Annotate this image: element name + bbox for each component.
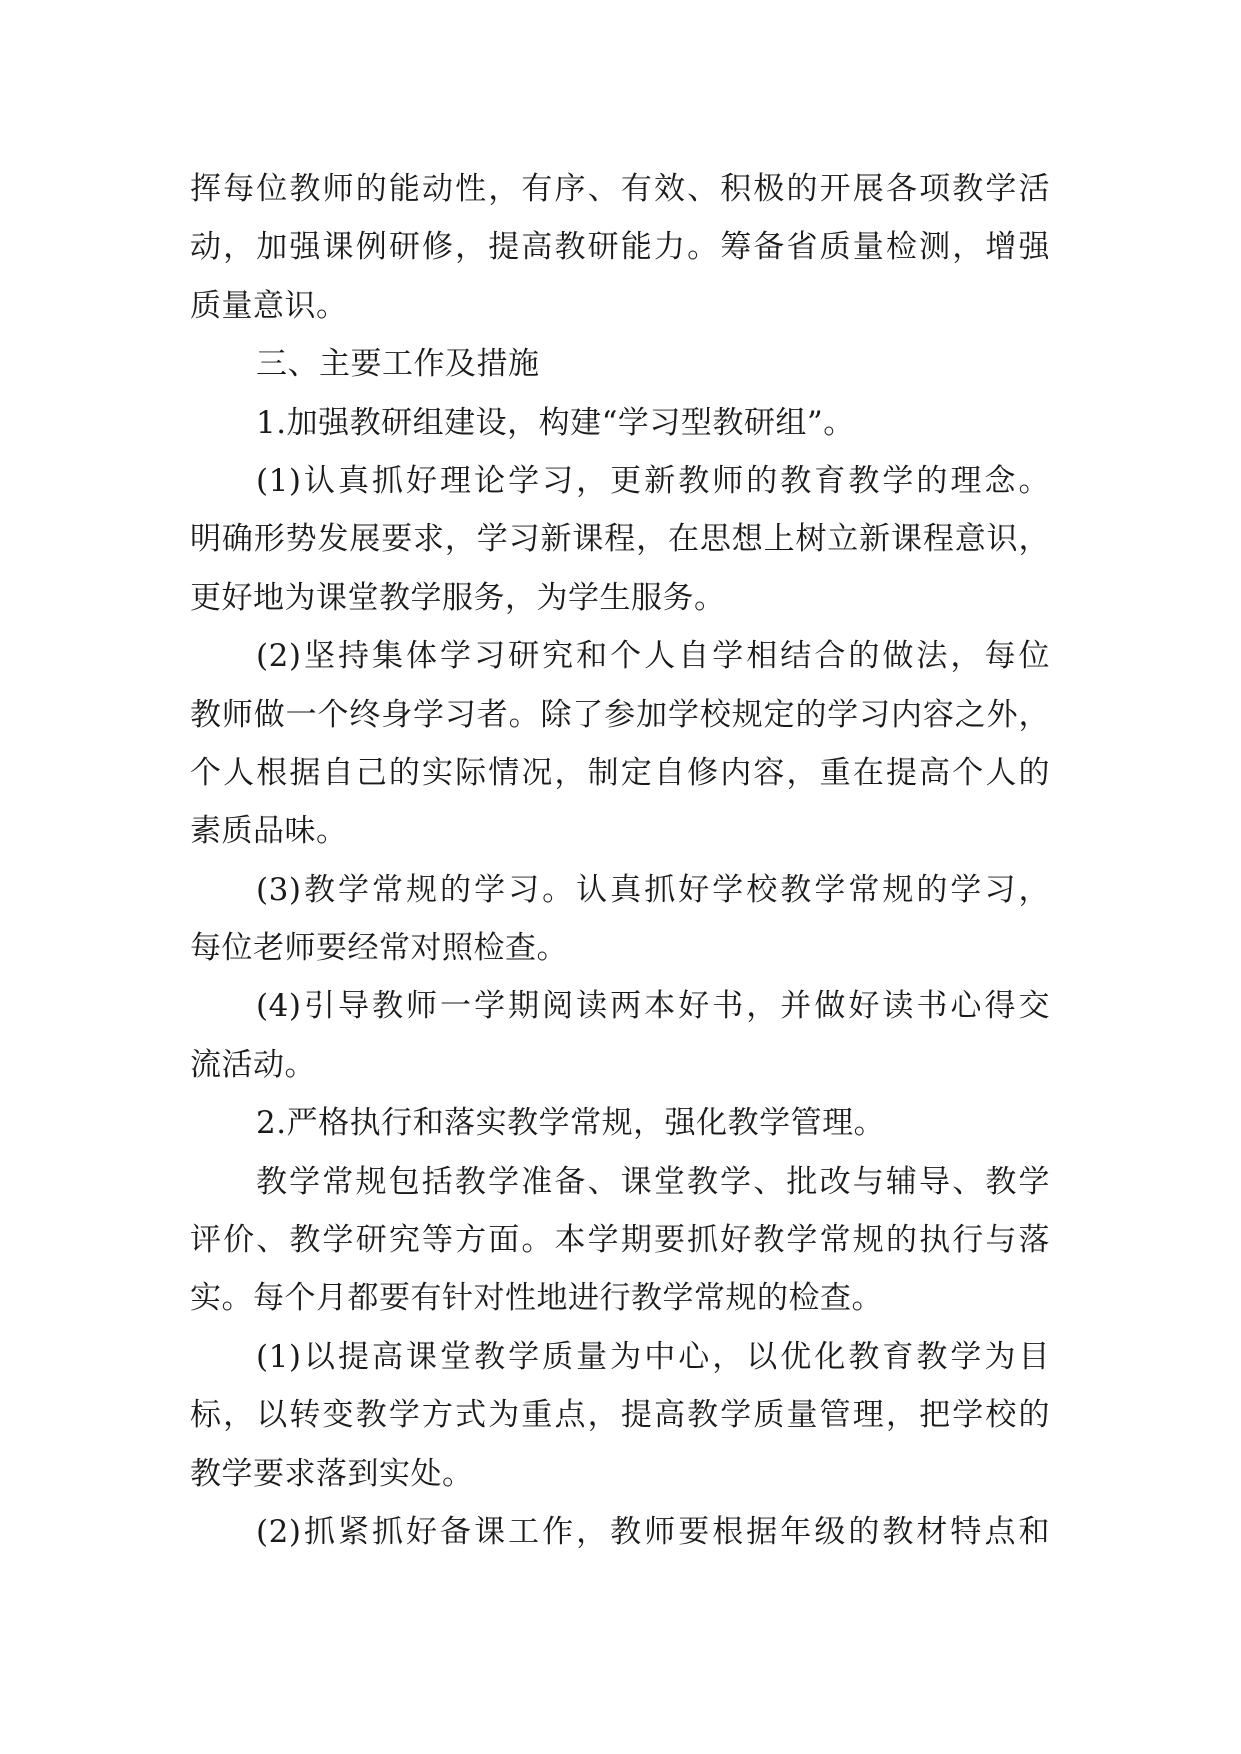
- text-line: (3)教学常规的学习。认真抓好学校教学常规的学习，: [256, 871, 1050, 908]
- text-line: 更好地为课堂教学服务，为学生服务。: [190, 579, 726, 616]
- text-line: (2)坚持集体学习研究和个人自学相结合的做法，每位: [256, 638, 1050, 675]
- text-line: 三、主要工作及措施: [256, 346, 540, 383]
- text-line: 教师做一个终身学习者。除了参加学校规定的学习内容之外，: [190, 696, 1050, 733]
- text-line: 2.严格执行和落实教学常规，强化教学管理。: [256, 1105, 886, 1142]
- text-line: 个人根据自己的实际情况，制定自修内容，重在提高个人的: [190, 754, 1050, 791]
- text-line: 流活动。: [190, 1046, 316, 1083]
- text-line: 质量意识。: [190, 287, 348, 324]
- document-body: [190, 160, 1050, 1561]
- text-line: 教学常规包括教学准备、课堂教学、批改与辅导、教学: [256, 1163, 1050, 1200]
- text-line: (4)引导教师一学期阅读两本好书，并做好读书心得交: [256, 988, 1050, 1025]
- text-line: 动，加强课例研修，提高教研能力。筹备省质量检测，增强: [190, 229, 1050, 266]
- text-line: 标，以转变教学方式为重点，提高教学质量管理，把学校的: [190, 1397, 1050, 1434]
- text-line: (2)抓紧抓好备课工作，教师要根据年级的教材特点和: [256, 1513, 1050, 1550]
- text-line: 素质品味。: [190, 813, 348, 850]
- text-line: 1.加强教研组建设，构建“学习型教研组”。: [256, 404, 855, 441]
- text-line: 评价、教学研究等方面。本学期要抓好教学常规的执行与落: [190, 1222, 1050, 1259]
- text-line: 明确形势发展要求，学习新课程，在思想上树立新课程意识，: [190, 521, 1050, 558]
- text-line: 每位老师要经常对照检查。: [190, 930, 568, 967]
- text-line: (1)以提高课堂教学质量为中心，以优化教育教学为目: [256, 1338, 1050, 1375]
- text-line: 实。每个月都要有针对性地进行教学常规的检查。: [190, 1280, 883, 1317]
- text-line: (1)认真抓好理论学习，更新教师的教育教学的理念。: [256, 462, 1050, 499]
- text-line: 教学要求落到实处。: [190, 1455, 474, 1492]
- text-line: 挥每位教师的能动性，有序、有效、积极的开展各项教学活: [190, 171, 1050, 207]
